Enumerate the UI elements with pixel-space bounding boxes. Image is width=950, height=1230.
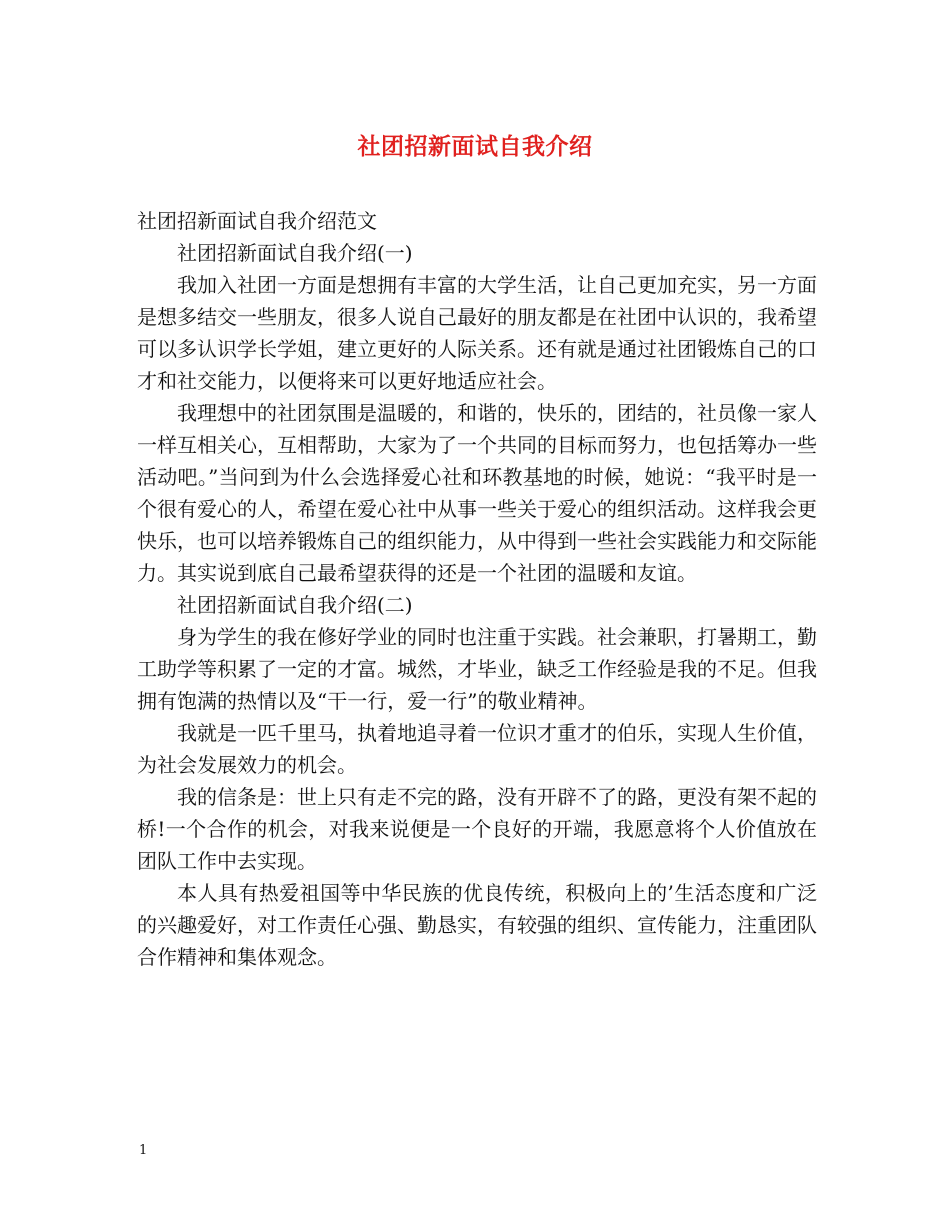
paragraph-section-two-heading: 社团招新面试自我介绍(二) <box>177 593 413 617</box>
page-number: 1 <box>139 1143 148 1158</box>
document-title: 社团招新面试自我介绍 <box>357 133 593 160</box>
paragraph-body: 我加入社团一方面是想拥有丰富的大学生活，让自己更加充实，另一方面是想多结交一些朋友，很多人说自己最好的朋友都是在社团中认识的，我希望可以多认识学长学姐，建立更好的人际关系。还有就是通过社团锻炼自己的口才和社交能力，以便将来可以更好地适应社会。 <box>137 273 817 393</box>
paragraph-body: 身为学生的我在修好学业的同时也注重于实践。社会兼职，打暑期工，勤工助学等积累了一定的才富。城然，才毕业，缺乏工作经验是我的不足。但我拥有饱满的热情以及“干一行，爱一行”的敬业精神。 <box>137 625 817 713</box>
paragraph-body: 本人具有热爱祖国等中华民族的优良传统，积极向上的’生活态度和广泛的兴趣爱好，对工作责任心强、勤恳实，有较强的组织、宣传能力，注重团队合作精神和集体观念。 <box>137 881 817 969</box>
paragraph-body: 我的信条是：世上只有走不完的路，没有开辟不了的路，更没有架不起的桥!一个合作的机会，对我来说便是一个良好的开端，我愿意将个人价值放在团队工作中去实现。 <box>137 785 817 873</box>
paragraph-body: 我理想中的社团氛围是温暖的，和谐的，快乐的，团结的，社员像一家人一样互相关心，互相帮助，大家为了一个共同的目标而努力，也包括筹办一些活动吧。”当问到为什么会选择爱心社和环教基地的时候，她说：“我平时是一个很有爱心的人，希望在爱心社中从事一些关于爱心的组织活动。这样我会更快乐，也可以培养锻炼自己的组织能力，从中得到一些社会实践能力和交际能力。其实说到底自己最希望获得的还是一个社团的温暖和友谊。 <box>137 401 817 585</box>
paragraph-body: 我就是一匹千里马，执着地追寻着一位识才重才的伯乐，实现人生价值，为社会发展效力的机会。 <box>137 721 817 777</box>
document-body <box>137 205 817 973</box>
paragraph-section-one-heading: 社团招新面试自我介绍(一) <box>177 241 413 265</box>
paragraph-heading-sample: 社团招新面试自我介绍范文 <box>137 209 377 233</box>
